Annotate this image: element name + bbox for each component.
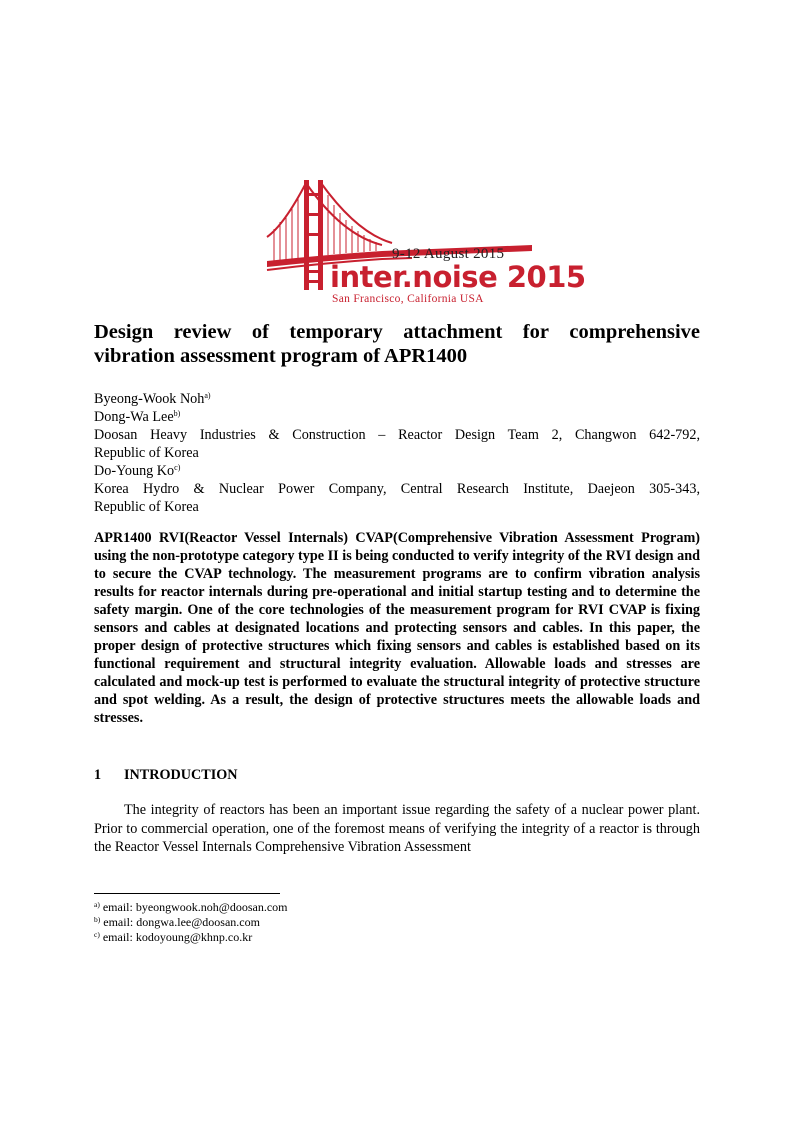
footnote-rule: [94, 893, 280, 894]
paper-title: [94, 320, 700, 368]
section-number: 1: [94, 767, 102, 783]
footnote: $^{a)}$ email: byeongwook.noh@doosan.com: [94, 900, 288, 914]
author-name: Do-Young Ko$^{c)}$: [94, 463, 181, 479]
footnote: $^{c)}$ email: kodoyoung@khnp.co.kr: [94, 930, 253, 944]
affiliation-country: Republic of Korea: [94, 499, 199, 515]
author-name: Dong-Wa Lee$^{b)}$: [94, 409, 181, 425]
section-heading: [94, 767, 238, 784]
title-line-2: vibration assessment program of APR1400: [94, 345, 468, 367]
logo-location: San Francisco, California USA: [332, 293, 484, 305]
logo-name: inter.noise 2015: [330, 260, 586, 294]
title-line-1: Design review of temporary attachment for comprehensive: [94, 321, 700, 343]
affiliation: Korea Hydro & Nuclear Power Company, Central Research Institute, Daejeon 305-343,: [94, 481, 700, 497]
section-title: INTRODUCTION: [124, 767, 238, 783]
author-block: [94, 390, 700, 516]
affiliation-country: Republic of Korea: [94, 445, 199, 461]
footnote: $^{b)}$ email: dongwa.lee@doosan.com: [94, 915, 260, 929]
affiliation: Doosan Heavy Industries & Construction – Reactor Design Team 2, Changwon 642-792,: [94, 427, 700, 443]
intro-paragraph: The integrity of reactors has been an important issue regarding the safety of a nuclear power plant. Prior to commercial operation, one of the foremost means of verifying the integrity of a reactor is through the Reactor Vessel Internals Comprehensive Vibration Assessment: [94, 802, 700, 855]
footnotes: [94, 900, 288, 945]
logo-date: 9-12 August 2015: [392, 246, 505, 262]
author-name: Byeong-Wook Noh$^{a)}$: [94, 391, 211, 407]
abstract: APR1400 RVI(Reactor Vessel Internals) CVAP(Comprehensive Vibration Assessment Program) using the non-prototype category type II is being conducted to verify integrity of the RVI design and to secure the CVAP technology. The measurement programs are to confirm vibration analysis results for reactor internals during pre-operational and initial startup testing and to determine the safety margin. One of the core technologies of the measurement program for RVI CVAP is fixing sensors and cables at designated locations and protecting sensors and cables. In this paper, the proper design of protective structures which fixing sensors and cables is established based on its functional requirement and structural integrity evaluation. Allowable loads and stresses are calculated and mock-up test is performed to evaluate the structural integrity of protective structure and spot welding. As a result, the design of protective structures meets the allowable loads and stresses.: [94, 530, 700, 726]
